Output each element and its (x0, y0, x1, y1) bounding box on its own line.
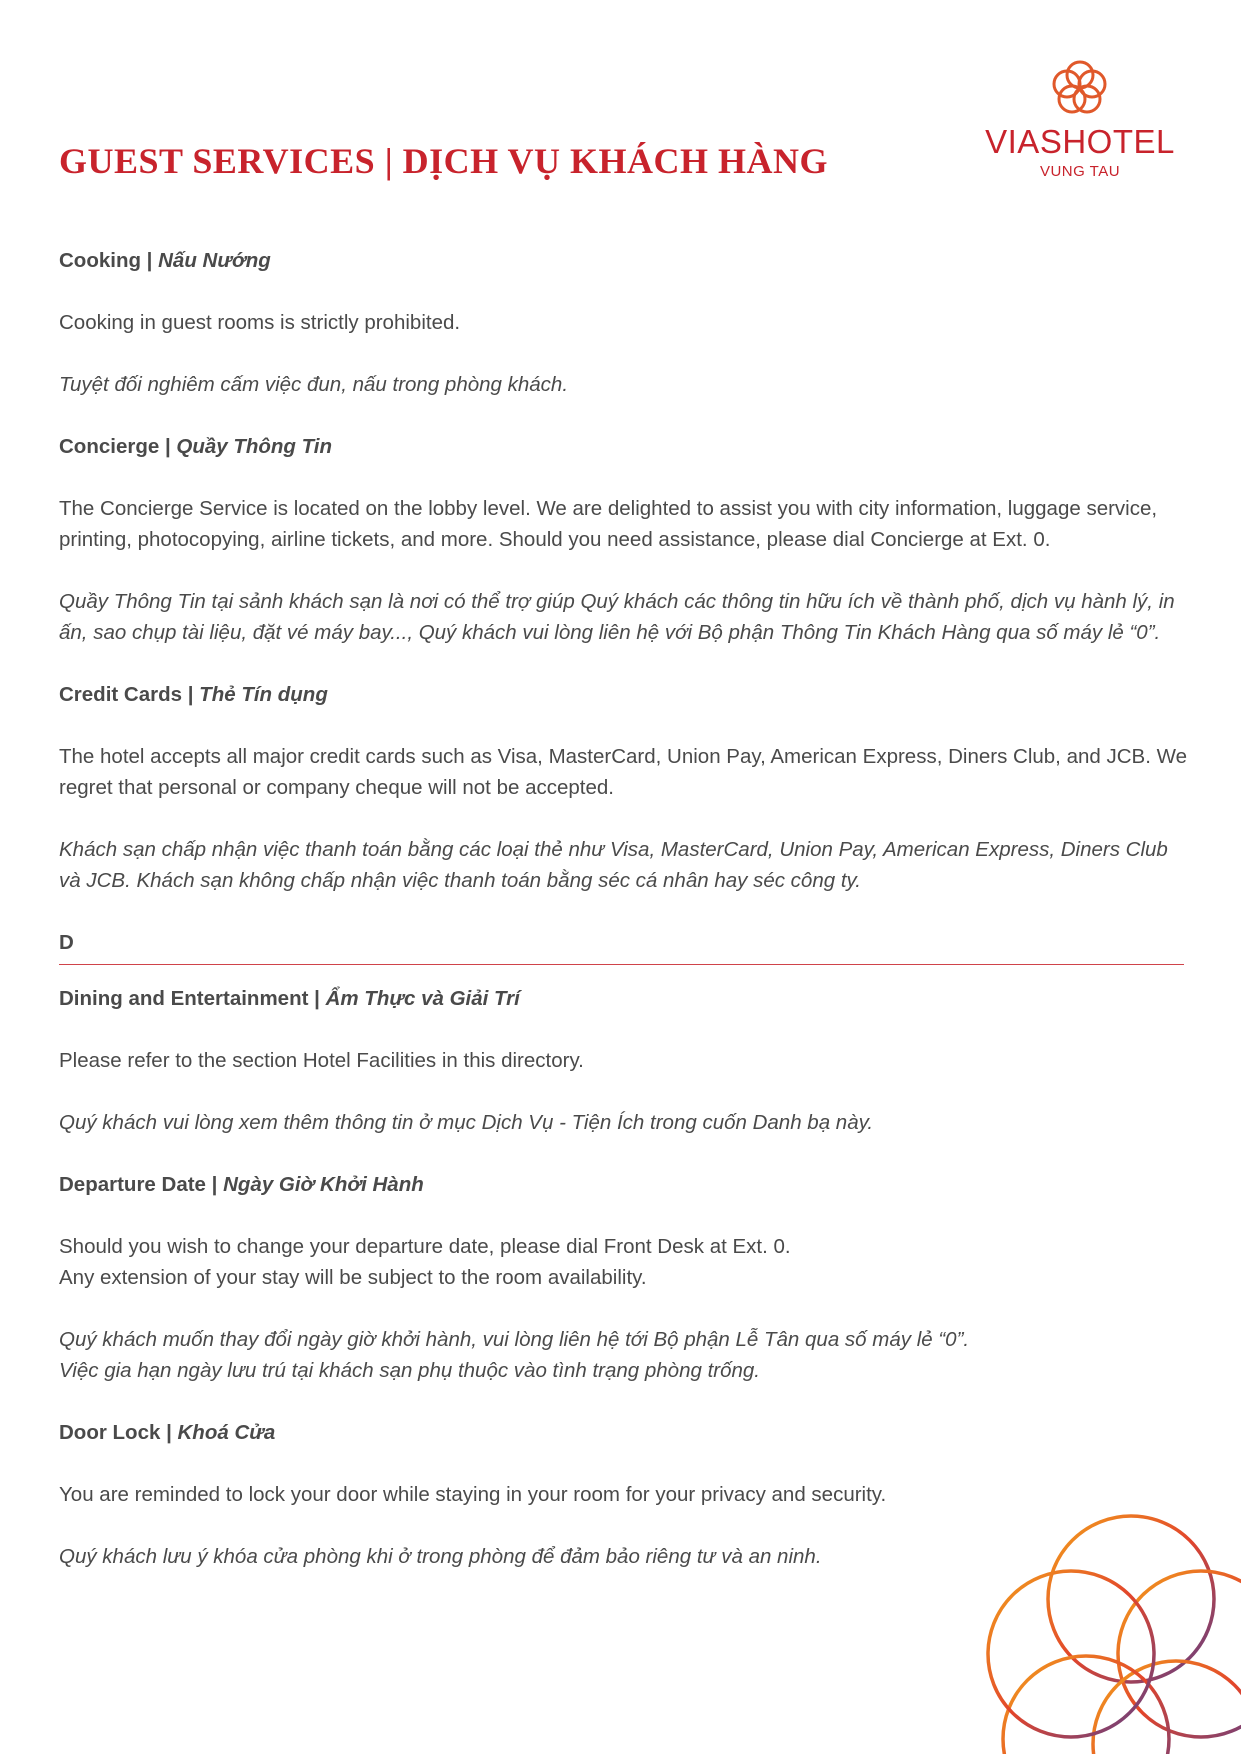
alphabet-divider: D (59, 927, 1184, 965)
paragraph-en: Please refer to the section Hotel Facilities in this directory. (59, 1049, 584, 1072)
section-heading-dining: Dining and Entertainment | Ẩm Thực và Giải Trí (59, 987, 520, 1010)
paragraph-en: The hotel accepts all major credit cards such as Visa, MasterCard, Union Pay, American Express, Diners Club, and JCB. We regret that personal or company cheque will not be accepted. (59, 745, 1187, 799)
paragraph-vi: Khách sạn chấp nhận việc thanh toán bằng các loại thẻ như Visa, MasterCard, Union Pay, American Express, Diners Club và JCB. Khách sạn không chấp nhận việc thanh toán bằng séc cá nhân hay séc công ty. (59, 838, 1168, 892)
flower-logo-icon (1048, 55, 1112, 119)
logo-subtitle: VUNG TAU (1039, 163, 1121, 180)
paragraph-vi: Tuyệt đối nghiêm cấm việc đun, nấu trong phòng khách. (59, 373, 569, 396)
paragraph-en: You are reminded to lock your door while staying in your room for your privacy and security. (59, 1483, 887, 1506)
document-body (59, 245, 1187, 1603)
paragraph-en: Any extension of your stay will be subject to the room availability. (59, 1266, 647, 1289)
paragraph-en: Cooking in guest rooms is strictly prohibited. (59, 311, 461, 334)
paragraph-vi: Quầy Thông Tin tại sảnh khách sạn là nơi có thể trợ giúp Quý khách các thông tin hữu ích về thành phố, dịch vụ hành lý, in ấn, sao chụp tài liệu, đặt vé máy bay..., Quý khách vui lòng liên hệ với Bộ phận Thông Tin Khách Hàng qua số máy lẻ “0”. (59, 590, 1175, 644)
paragraph-vi: Quý khách muốn thay đổi ngày giờ khởi hành, vui lòng liên hệ tới Bộ phận Lễ Tân qua số máy lẻ “0”. (59, 1328, 970, 1351)
section-heading-credit-cards: Credit Cards | Thẻ Tín dụng (59, 683, 328, 706)
decorative-flower-icon (981, 1504, 1241, 1754)
logo-wordmark: VIASHOTEL (985, 123, 1175, 160)
paragraph-vi: Việc gia hạn ngày lưu trú tại khách sạn phụ thuộc vào tình trạng phòng trống. (59, 1359, 760, 1382)
section-heading-concierge: Concierge | Quầy Thông Tin (59, 435, 333, 458)
page-title: GUEST SERVICES | DỊCH VỤ KHÁCH HÀNG (59, 141, 828, 181)
paragraph-vi: Quý khách lưu ý khóa cửa phòng khi ở trong phòng để đảm bảo riêng tư và an ninh. (59, 1545, 822, 1568)
paragraph-en: Should you wish to change your departure date, please dial Front Desk at Ext. 0. (59, 1235, 791, 1258)
section-heading-departure: Departure Date | Ngày Giờ Khởi Hành (59, 1173, 424, 1196)
section-heading-cooking: Cooking | Nấu Nướng (59, 249, 271, 272)
section-heading-door-lock: Door Lock | Khoá Cửa (59, 1421, 276, 1444)
paragraph-vi: Quý khách vui lòng xem thêm thông tin ở mục Dịch Vụ - Tiện Ích trong cuốn Danh bạ này. (59, 1111, 874, 1134)
paragraph-en: The Concierge Service is located on the lobby level. We are delighted to assist you with city information, luggage service, printing, photocopying, airline tickets, and more. Should you need assistance, please dial Concierge at Ext. 0. (59, 497, 1158, 551)
hotel-logo (980, 55, 1180, 185)
